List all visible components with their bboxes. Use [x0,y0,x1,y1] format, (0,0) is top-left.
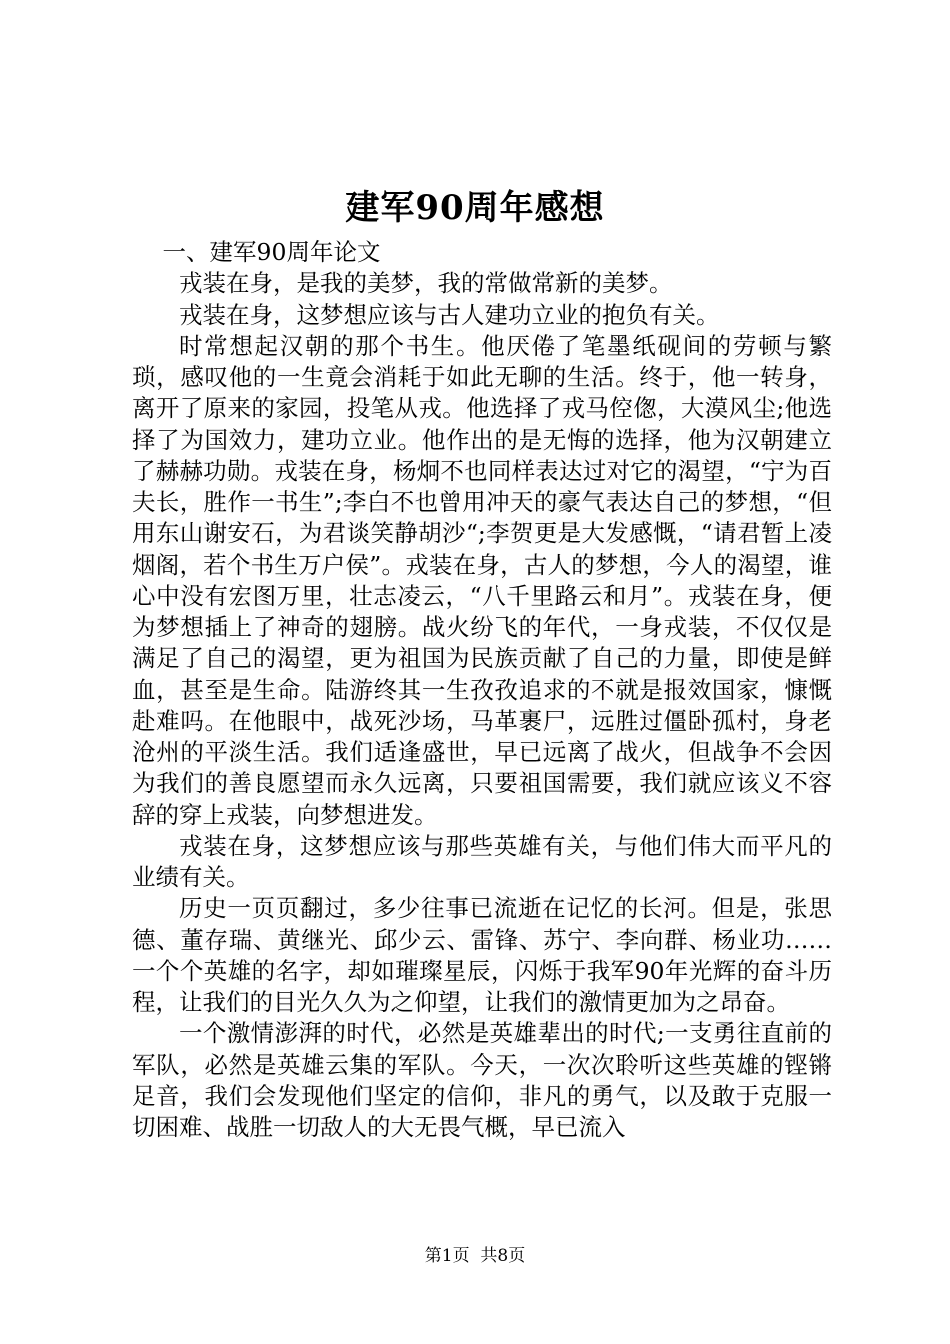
paragraph: 戎装在身，这梦想应该与古人建功立业的抱负有关。 [179,300,720,329]
paragraph: 戎装在身，是我的美梦，我的常做常新的美梦。 [179,269,673,298]
page-number-label: 第1页 共8页 [424,1246,526,1266]
paragraph-section-heading: 一、建军90周年论文 [162,238,381,266]
document-title: 建军90周年感想 [345,188,605,228]
paragraph: 一个激情澎湃的时代，必然是英雄辈出的时代;一支勇往直前的军队，必然是英雄云集的军队。今天，一次次聆听这些英雄的铿锵足音，我们会发现他们坚定的信仰，非凡的勇气，以及敢于克服一切困难、战胜一切敌人的大无畏气概，早已流入 [132,1019,832,1141]
paragraph: 时常想起汉朝的那个书生。他厌倦了笔墨纸砚间的劳顿与繁琐，感叹他的一生竟会消耗于如此无聊的生活。终于，他一转身，离开了原来的家园，投笔从戎。他选择了戎马倥偬，大漠风尘;他选择了为国效力，建功立业。他作出的是无悔的选择，他为汉朝建立了赫赫功勋。戎装在身，杨炯不也同样表达过对它的渴望，“宁为百夫长，胜作一书生”;李白不也曾用冲天的豪气表达自己的梦想，“但用东山谢安石，为君谈笑静胡沙“;李贺更是大发感慨，“请君暂上凌烟阁，若个书生万户侯”。戎装在身，古人的梦想，今人的渴望，谁心中没有宏图万里，壮志凌云，“八千里路云和月”。戎装在身，便为梦想插上了神奇的翅膀。战火纷飞的年代，一身戎装，不仅仅是满足了自己的渴望，更为祖国为民族贡献了自己的力量，即使是鲜血，甚至是生命。陆游终其一生孜孜追求的不就是报效国家，慷慨赴难吗。在他眼中，战死沙场，马革裹尸，远胜过僵卧孤村，身老沧州的平淡生活。我们适逢盛世，早已远离了战火，但战争不会因为我们的善良愿望而永久远离，只要祖国需要，我们就应该义不容辞的穿上戎装，向梦想进发。 [132,331,832,829]
paragraph: 戎装在身，这梦想应该与那些英雄有关，与他们伟大而平凡的业绩有关。 [132,831,832,891]
page-footer [0,1244,950,1268]
document-body [132,237,832,1143]
paragraph: 历史一页页翻过，多少往事已流逝在记忆的长河。但是，张思德、董存瑞、黄继光、邱少云、雷锋、苏宁、李向群、杨业功……一个个英雄的名字，却如璀璨星辰，闪烁于我军90年光辉的奋斗历程，让我们的目光久久为之仰望，让我们的激情更加为之昂奋。 [132,894,832,1016]
